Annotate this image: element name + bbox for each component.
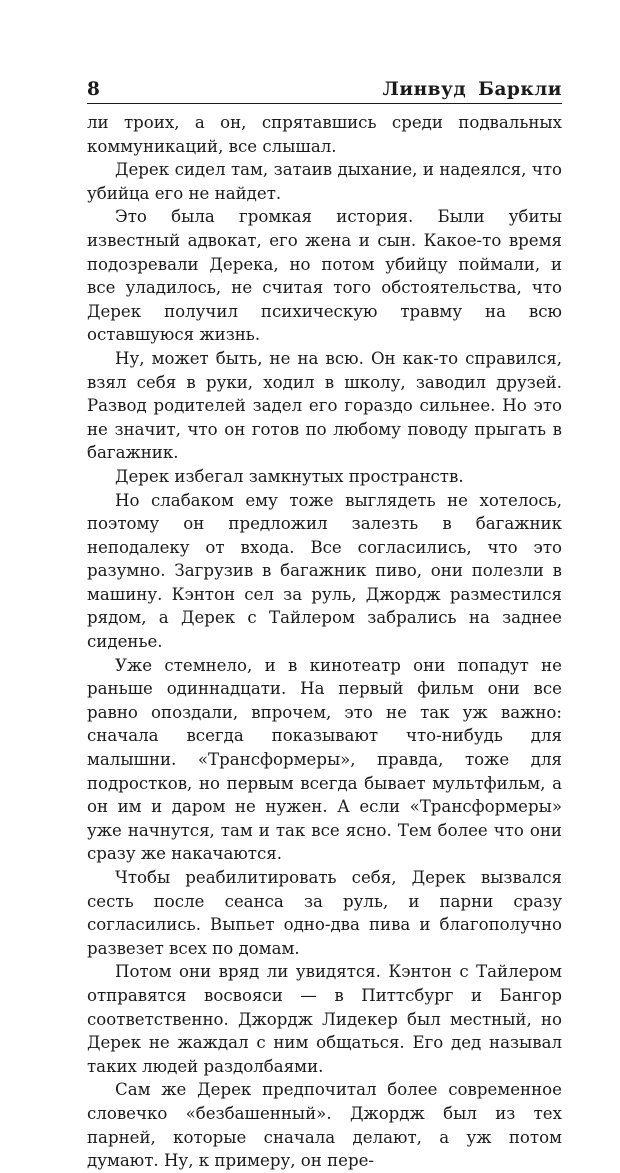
paragraph: Дерек избегал замкнутых пространств. [115,466,464,486]
page-number: 8 [87,79,100,100]
paragraph: Ну, может быть, не на всю. Он как-то справился, взял себя в руки, ходил в школу, заводил друзей. Развод родителей задел его гораздо сильнее. Но это не значит, что он готов по любому поводу прыгать в багажник. [87,348,562,463]
header-rule [87,103,562,104]
paragraph: Дерек сидел там, затаив дыхание, и надеялся, что убийца его не найдет. [87,160,562,203]
paragraph: Это была громкая история. Были убиты известный адвокат, его жена и сын. Какое-то время подозревали Дерека, но потом убийцу поймали, и все уладилось, не считая того обстоятельства, что Дерек получил психическую травму на всю оставшуюся жизнь. [87,207,562,345]
paragraph: Сам же Дерек предпочитал более современное словечко «безбашенный». Джордж был из тех парней, которые сначала делают, а уж потом думают. Ну, к примеру, он пере- [87,1080,562,1171]
paragraph: Чтобы реабилитировать себя, Дерек вызвался сесть после сеанса за руль, и парни сразу согласились. Выпьет одно-два пива и благополучно развезет всех по домам. [87,868,562,958]
paragraph: ли троих, а он, спрятавшись среди подвальных коммуникаций, все слышал. [87,113,562,156]
paragraph: Но слабаком ему тоже выглядеть не хотелось, поэтому он предложил залезть в багажник неподалеку от входа. Все согласились, что это разумно. Загрузив в багажник пиво, они полезли в машину. Кэнтон сел за руль, Джордж разместился рядом, а Дерек с Тайлером забрались на заднее сиденье. [87,490,562,652]
paragraph: Уже стемнело, и в кинотеатр они попадут не раньше одиннадцати. На первый фильм они все равно опоздали, впрочем, это не так уж важно: сначала всегда показывают что-нибудь для малышни. «Трансформеры», правда, тоже для подростков, но первым всегда бывает мультфильм, а он им и даром не нужен. А если «Трансформеры» уже начнутся, там и так все ясно. Тем более что они сразу же накачаются. [87,655,562,864]
running-head-author: Линвуд Баркли [382,79,562,100]
paragraph: Потом они вряд ли увидятся. Кэнтон с Тайлером отправятся восвояси — в Питтсбург и Бангор соответственно. Джордж Лидекер был местный, но Дерек не жаждал с ним общаться. Его дед называл таких людей раздолбаями. [87,962,562,1076]
body-text [87,111,562,1173]
running-header [87,70,562,100]
